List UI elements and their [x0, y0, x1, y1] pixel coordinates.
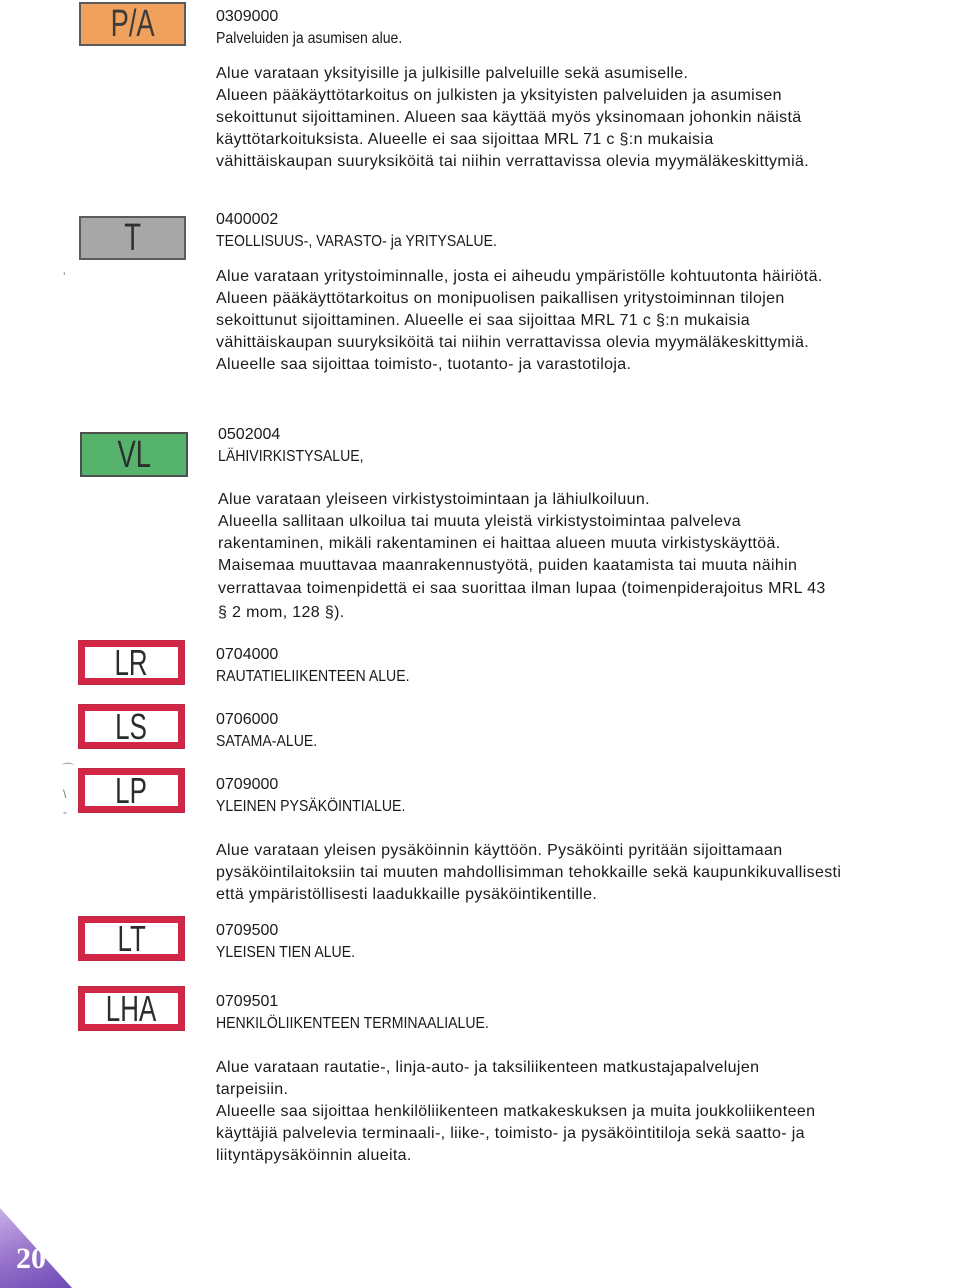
- page-number: 20: [16, 1242, 46, 1275]
- paragraph-line: Alueen pääkäyttötarkoitus on monipuolisen paikallisen yritystoiminnan tilojen: [216, 290, 785, 307]
- paragraph-line: rakentaminen, mikäli rakentaminen ei haittaa alueen muuta virkistyskäyttöä.: [218, 535, 781, 552]
- paragraph-line: Alueelle saa sijoittaa toimisto-, tuotanto- ja varastotiloja.: [216, 356, 632, 373]
- paragraph-line: vähittäiskaupan suuryksiköitä tai niihin verrattavissa olevia myymäläkeskittymiä.: [216, 334, 810, 351]
- stray-mark: ‑: [63, 805, 67, 819]
- section-ls: [216, 709, 331, 753]
- paragraph-line: tarpeisiin.: [216, 1081, 289, 1098]
- stray-mark: ʼ: [63, 270, 66, 284]
- paragraph-line: Alueella sallitaan ulkoilua tai muuta yleistä virkistystoimintaa palveleva: [218, 513, 742, 530]
- section-lha: [216, 991, 815, 1167]
- section-code: 0502004: [218, 426, 281, 443]
- paragraph-line: Alue varataan yritystoiminnalle, josta ei aiheudu ympäristölle kohtuutonta häiriötä.: [216, 268, 823, 285]
- section-code: 0709500: [216, 922, 279, 939]
- section-lr: [216, 644, 436, 688]
- section-t: [216, 209, 823, 376]
- section-code: 0704000: [216, 646, 279, 663]
- paragraph-line: Alue varataan yleiseen virkistystoimintaan ja lähiulkoiluun.: [218, 491, 650, 508]
- section-title: TEOLLISUUS-, VARASTO- ja YRITYSALUE.: [216, 233, 497, 250]
- paragraph-line: Alue varataan yleisen pysäköinnin käyttöön. Pysäköinti pyritään sijoittamaan: [216, 842, 783, 859]
- paragraph-line: verrattavaa toimenpidettä ei saa suorittaa ilman lupaa (toimenpiderajoitus MRL 43: [218, 580, 826, 597]
- paragraph-line: § 2 mom, 128 §).: [218, 604, 345, 621]
- badge-pa: P/A: [79, 2, 186, 46]
- badge-lr: LR: [79, 641, 184, 684]
- section-title: Palveluiden ja asumisen alue.: [216, 30, 403, 47]
- section-code: 0706000: [216, 711, 279, 728]
- section-title: LÄHIVIRKISTYSALUE,: [218, 448, 364, 465]
- stray-mark: ⌒: [62, 762, 75, 776]
- badge-ls: LS: [79, 705, 184, 748]
- badge-lha: LHA: [79, 987, 184, 1030]
- section-title: YLEINEN PYSÄKÖINTIALUE.: [216, 798, 406, 815]
- section-vl: [218, 424, 826, 625]
- section-code: 0709501: [216, 993, 279, 1010]
- section-code: 0400002: [216, 211, 279, 228]
- paragraph-line: Alue varataan rautatie-, linja-auto- ja taksiliikenteen matkustajapalvelujen: [216, 1059, 760, 1076]
- badge-vl: VL: [80, 432, 188, 477]
- paragraph-line: käyttötarkoituksista. Alueelle ei saa sijoittaa MRL 71 c §:n mukaisia: [216, 131, 714, 148]
- paragraph-line: pysäköintilaitoksiin tai muuten mahdollisimman tehokkaille sekä kaupunkikuvallisesti: [216, 864, 842, 881]
- section-title: RAUTATIELIIKENTEEN ALUE.: [216, 668, 410, 685]
- paragraph-line: liityntäpysäköinnin alueita.: [216, 1147, 412, 1164]
- paragraph-line: että ympäristöllisesti laadukkaille pysäköintikentille.: [216, 886, 598, 903]
- section-code: 0309000: [216, 8, 279, 25]
- section-title: YLEISEN TIEN ALUE.: [216, 944, 356, 961]
- paragraph-line: sekoittunut sijoittaminen. Alueen saa käyttää myös yksinomaan johonkin näistä: [216, 109, 802, 126]
- paragraph-line: vähittäiskaupan suuryksiköitä tai niihin verrattavissa olevia myymäläkeskittymiä.: [216, 153, 810, 170]
- section-pa: [216, 6, 809, 173]
- badge-lp: LP: [79, 769, 184, 812]
- paragraph-line: Alueelle saa sijoittaa henkilöliikenteen matkakeskuksen ja muita joukkoliikenteen: [216, 1103, 816, 1120]
- badge-t: T: [79, 216, 186, 260]
- section-title: SATAMA-ALUE.: [216, 733, 318, 750]
- paragraph-line: Alueen pääkäyttötarkoitus on julkisten ja yksityisten palveluiden ja asumisen: [216, 87, 782, 104]
- stray-mark: \: [63, 787, 67, 801]
- section-code: 0709000: [216, 776, 279, 793]
- paragraph-line: sekoittunut sijoittaminen. Alueelle ei saa sijoittaa MRL 71 c §:n mukaisia: [216, 312, 751, 329]
- section-lt: [216, 920, 374, 964]
- paragraph-line: käyttäjiä palvelevia terminaali-, liike-, toimisto- ja pysäköintitiloja sekä saatto- ja: [216, 1125, 805, 1142]
- paragraph-line: Alue varataan yksityisille ja julkisille palveluille sekä asumiselle.: [216, 65, 689, 82]
- paragraph-line: Maisemaa muuttavaa maanrakennustyötä, puiden kaatamista tai muuta näihin: [218, 557, 798, 574]
- section-lp: [216, 774, 841, 906]
- section-title: HENKILÖLIIKENTEEN TERMINAALIALUE.: [216, 1015, 489, 1032]
- badge-lt: LT: [79, 917, 184, 960]
